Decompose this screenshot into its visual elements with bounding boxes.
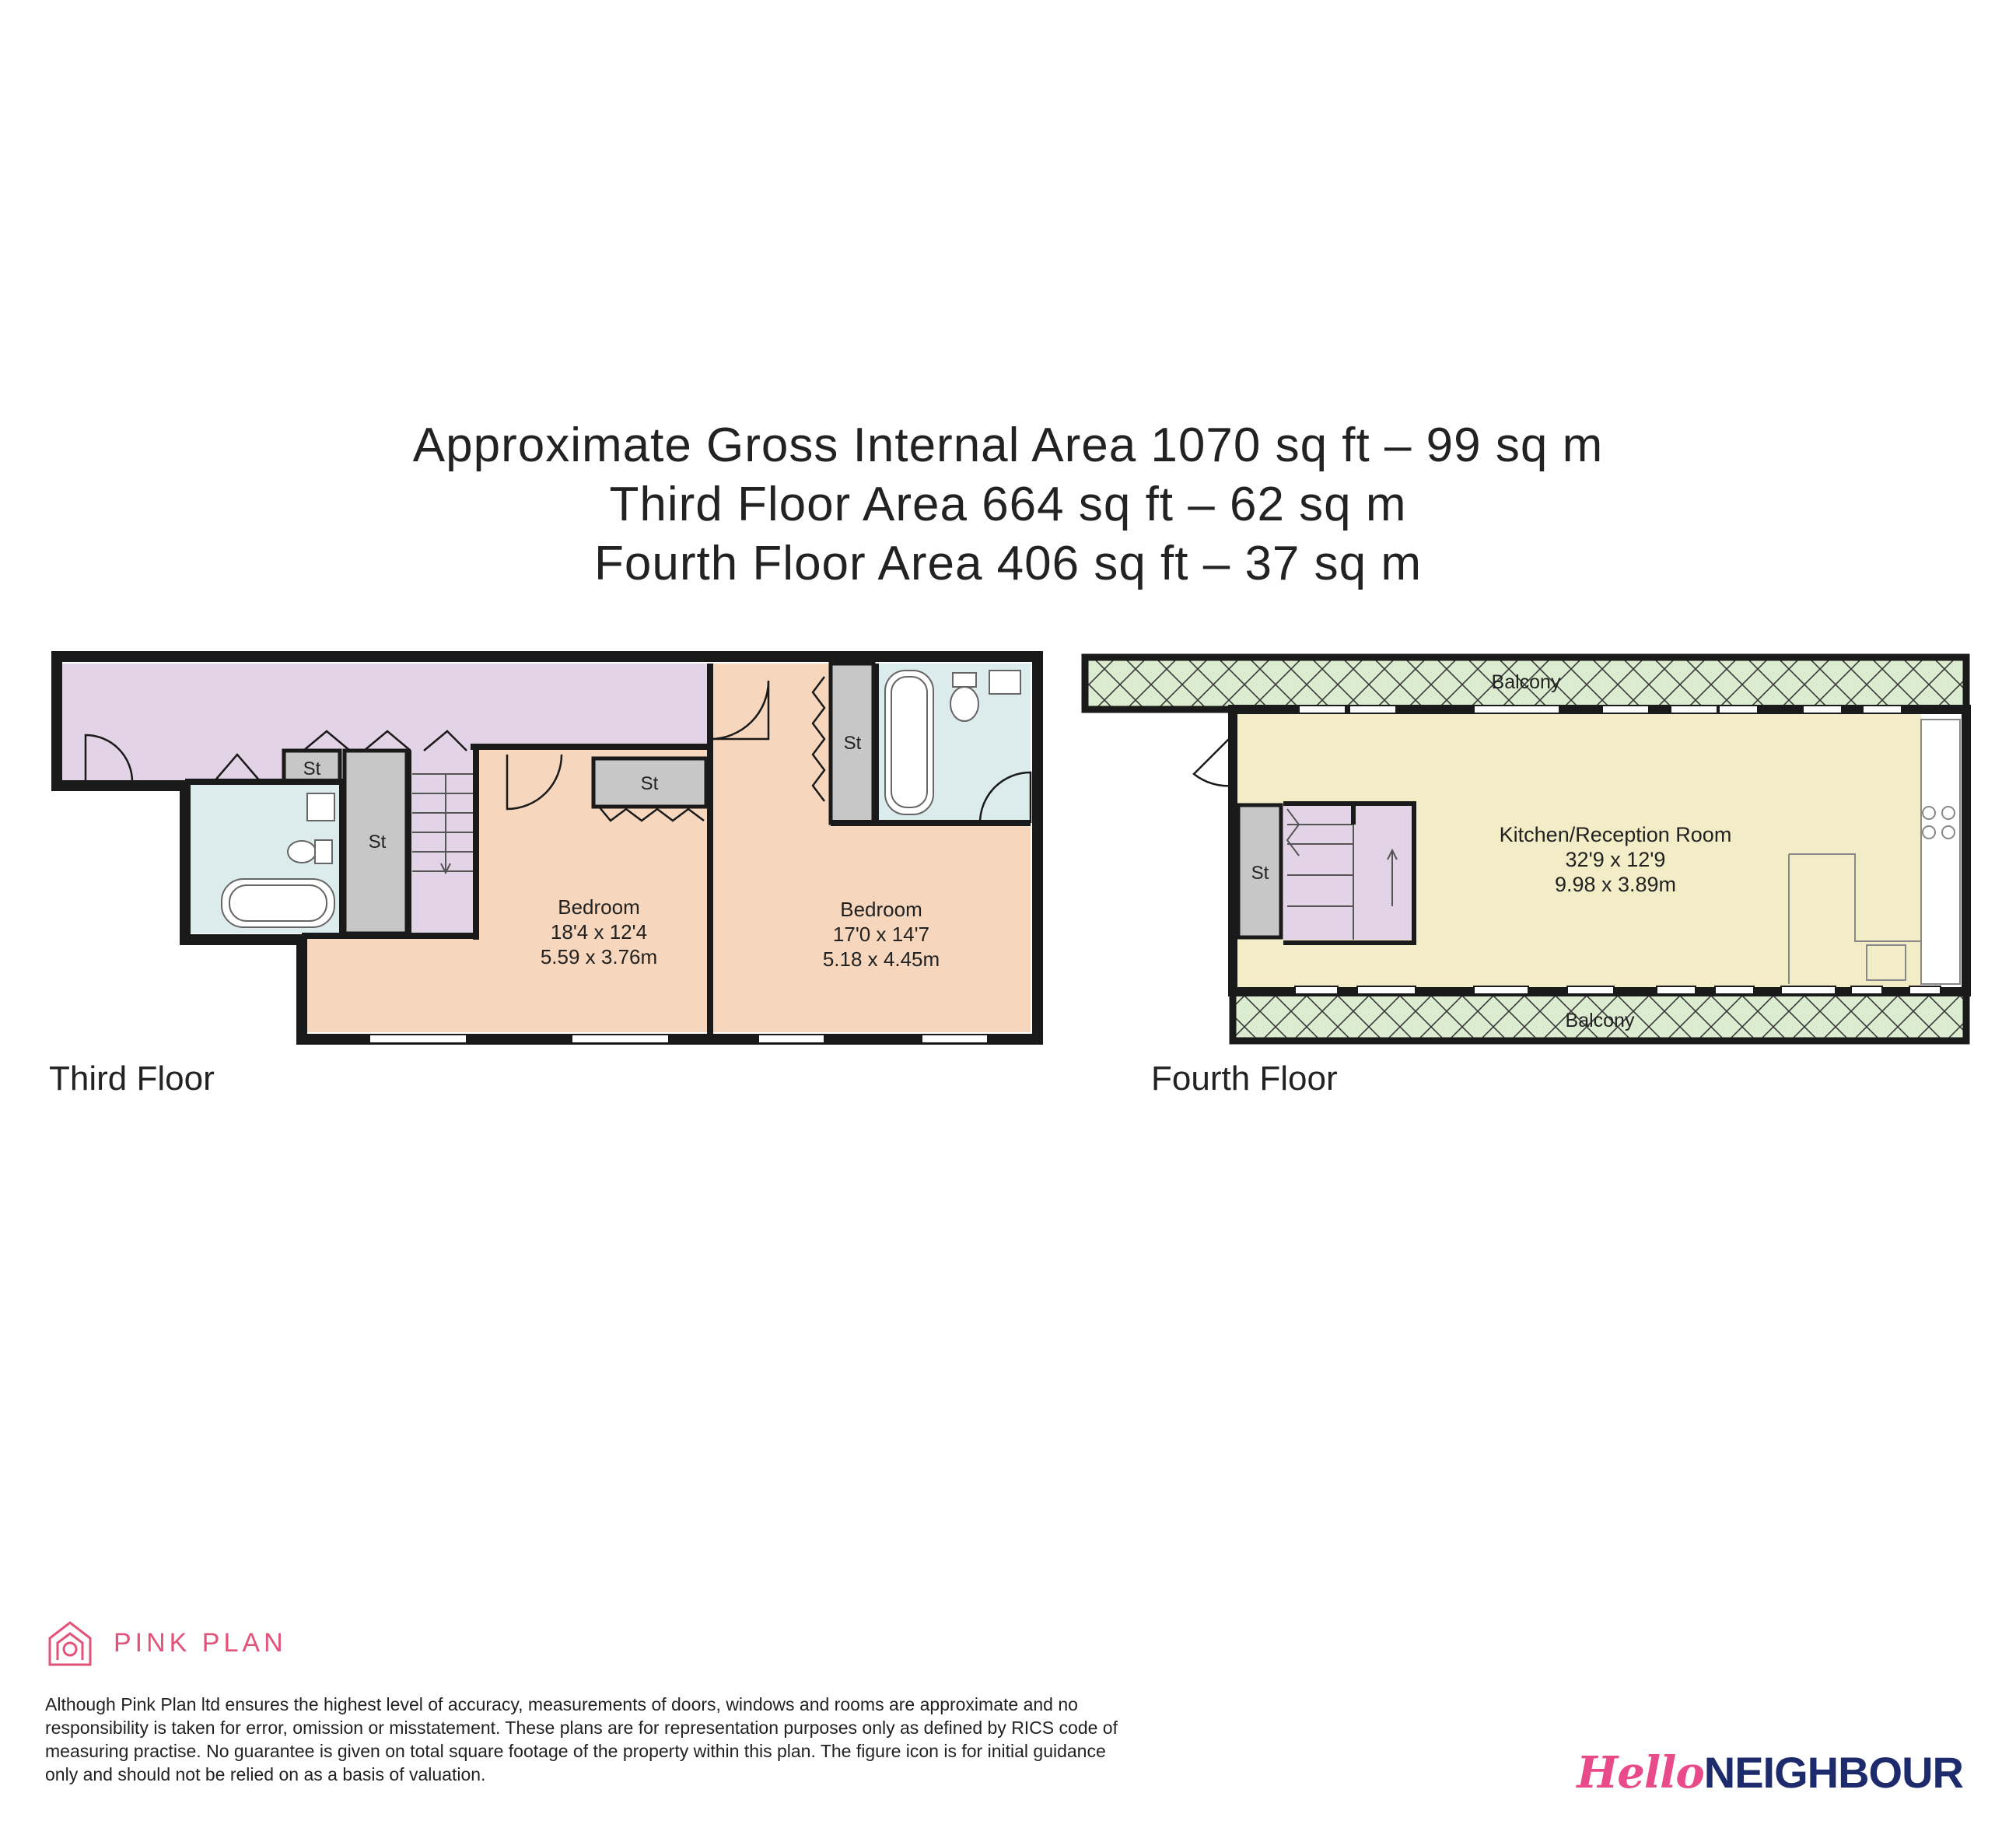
brand-name: PINK PLAN: [114, 1627, 287, 1658]
kitchen-name: Kitchen/Reception Room: [1499, 823, 1732, 846]
logo-neighbour: NEIGHBOUR: [1703, 1748, 1963, 1797]
pink-plan-brand: [45, 1620, 287, 1666]
fourth-floor-entry-door: [1194, 735, 1233, 786]
fourth-floor-label: Fourth Floor: [1151, 1059, 1338, 1098]
hello-neighbour-logo: [1577, 1747, 1963, 1798]
bedroom-1-name: Bedroom: [558, 895, 640, 919]
disclaimer-text: Although Pink Plan ltd ensures the highest level of accuracy, measurements of doors, windows and rooms are approximate and no responsibility is taken for error, omission or misstatement. These plans are for representation purposes only as defined by RICS code of measuring practise. No guarantee is given on total square footage of the property within this plan. The figure icon is for initial guidance only and should not be relied on as a basis of valuation.: [45, 1694, 1118, 1784]
storage-label: St: [303, 758, 321, 779]
kitchen-metric: 9.98 x 3.89m: [1554, 873, 1677, 896]
storage-label: St: [843, 733, 862, 754]
balcony-top-label: Balcony: [1491, 671, 1561, 693]
storage-label: St: [1251, 863, 1269, 884]
balcony-bottom-label: Balcony: [1565, 1010, 1635, 1031]
bedroom-2-imperial: 17'0 x 14'7: [832, 923, 930, 946]
bedroom-1-imperial: 18'4 x 12'4: [550, 920, 648, 944]
pink-plan-logo-icon: [45, 1620, 95, 1666]
logo-hello: Hello: [1577, 1747, 1704, 1798]
fourth-floor-plan: [1085, 657, 1966, 1041]
bedroom-2-metric: 5.18 x 4.45m: [822, 947, 940, 971]
third-floor-plan: [57, 657, 1038, 1043]
kitchen-imperial: 32'9 x 12'9: [1565, 848, 1666, 871]
storage-label: St: [368, 832, 387, 853]
bedroom-1-metric: 5.59 x 3.76m: [540, 945, 658, 968]
bedroom-2-name: Bedroom: [840, 898, 922, 921]
gross-area-line: Approximate Gross Internal Area 1070 sq ft – 99 sq m: [412, 418, 1604, 472]
fourth-floor-area-line: Fourth Floor Area 406 sq ft – 37 sq m: [594, 537, 1422, 590]
storage-label: St: [640, 773, 659, 794]
third-floor-area-line: Third Floor Area 664 sq ft – 62 sq m: [609, 478, 1407, 531]
third-floor-label: Third Floor: [49, 1059, 215, 1098]
